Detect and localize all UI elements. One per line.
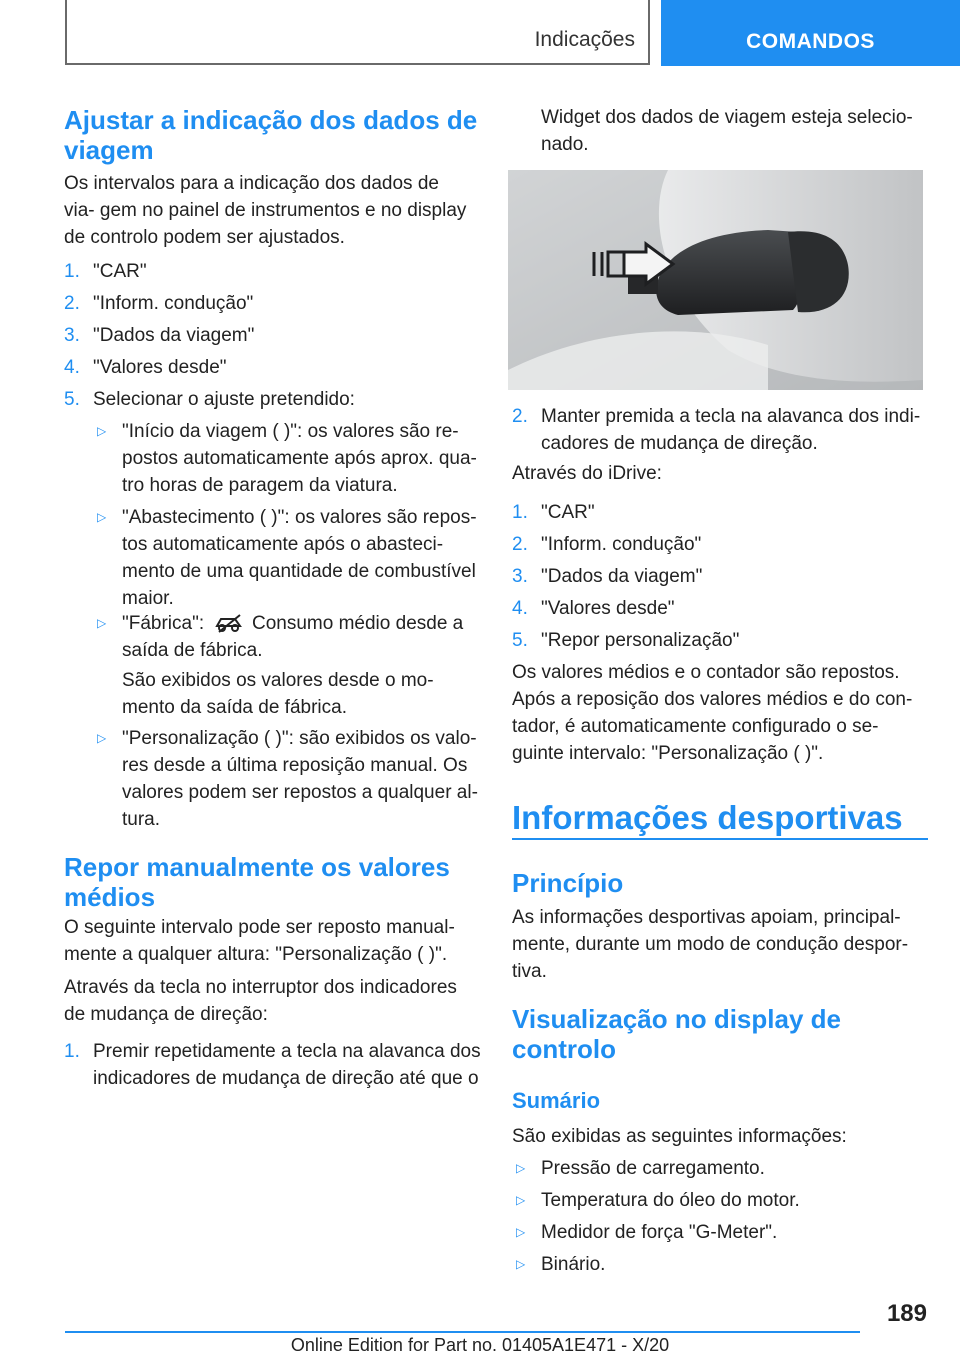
bullet-text: "Personalização ( )": são exibidos os valo- res desde a última reposição manual. Os valores podem ser repostos a qualquer al- tura. [122, 728, 478, 830]
paragraph-valores: Os valores médios e o contador são repostos. Após a reposição dos valores médios e do con- tador, é automaticamente configurado o se- guinte intervalo: "Personalização ( )". [512, 662, 913, 764]
section-rule [512, 838, 928, 840]
heading-repor-text: Repor manualmente os valores médios [64, 852, 450, 912]
bullet-subtext: São exibidos os valores desde o mo- mento da saída de fábrica. [122, 670, 434, 718]
step-number: 2. [512, 406, 528, 427]
triangle-right-icon: ▷ [97, 510, 107, 524]
factory-car-icon [214, 612, 244, 634]
step-text: "Repor personalização" [541, 630, 740, 651]
step-number: 3. [512, 566, 528, 587]
heading-ajustar-text: Ajustar a indicação dos dados de viagem [64, 105, 478, 165]
heading-sumario [512, 1088, 600, 1114]
heading-principio-text: Princípio [512, 868, 624, 898]
heading-principio [512, 868, 623, 898]
triangle-right-icon: ▷ [97, 616, 107, 630]
step-number: 4. [512, 598, 528, 619]
step-text: "CAR" [93, 261, 147, 282]
bullet-text: Medidor de força "G-Meter". [541, 1222, 778, 1243]
step-text: Premir repetidamente a tecla na alavanca dos indicadores de mudança de direção até que o [93, 1041, 481, 1089]
footer-rule [65, 1331, 860, 1333]
page-header [0, 0, 960, 66]
bullet-text: "Abastecimento ( )": os valores são repos- tos automaticamente após o abasteci- mento de uma quantidade de combustível maior. [122, 507, 477, 609]
triangle-right-icon: ▷ [516, 1161, 526, 1175]
heading-informacoes [512, 798, 928, 838]
header-rule [65, 63, 650, 65]
bullet-text: saída de fábrica. [122, 640, 263, 661]
paragraph-principio: As informações desportivas apoiam, principal- mente, durante um modo de condução despor- tiva. [512, 907, 909, 982]
triangle-right-icon: ▷ [516, 1225, 526, 1239]
step-text: "Dados da viagem" [93, 325, 255, 346]
heading-visualizacao [512, 1004, 928, 1064]
step-number: 5. [64, 389, 80, 410]
step-text: "Valores desde" [93, 357, 227, 378]
triangle-right-icon: ▷ [516, 1193, 526, 1207]
step-text: "Inform. condução" [93, 293, 254, 314]
paragraph-atraves-tecla: Através da tecla no interruptor dos indicadores de mudança de direção: [64, 977, 457, 1025]
heading-repor [64, 852, 474, 912]
triangle-right-icon: ▷ [516, 1257, 526, 1271]
turn-signal-lever-illustration [508, 170, 923, 390]
paragraph-intervalos: Os intervalos para a indicação dos dados de via- gem no painel de instrumentos e no display de controlo podem ser ajustados. [64, 173, 467, 248]
heading-visualizacao-text: Visualização no display de controlo [512, 1004, 841, 1064]
bullet-text: Consumo médio desde a [252, 613, 464, 634]
header-divider-right [648, 0, 650, 65]
header-divider-left [65, 0, 67, 65]
step-text: "Inform. condução" [541, 534, 702, 555]
step-text: "Valores desde" [541, 598, 675, 619]
heading-informacoes-text: Informações desportivas [512, 799, 903, 836]
step-number: 1. [512, 502, 528, 523]
triangle-right-icon: ▷ [97, 424, 107, 438]
paragraph-seguinte: O seguinte intervalo pode ser reposto manual- mente a qualquer altura: "Personalização ( )". [64, 917, 455, 965]
bullet-text: Binário. [541, 1254, 606, 1275]
step-number: 2. [64, 293, 80, 314]
header-chapter-tab: COMANDOS [661, 0, 960, 66]
bullet-text: "Início da viagem ( )": os valores são re- postos automaticamente após aprox. qua- tro horas de paragem da viatura. [122, 421, 477, 496]
header-section: Indicações [534, 28, 635, 51]
page-number: 189 [886, 1300, 927, 1327]
step-number: 1. [64, 1041, 80, 1062]
paragraph-sumario: São exibidas as seguintes informações: [512, 1126, 847, 1147]
heading-ajustar [64, 105, 484, 165]
heading-sumario-text: Sumário [512, 1088, 601, 1113]
paragraph-idrive: Através do iDrive: [512, 463, 662, 484]
bullet-text: "Fábrica": [122, 613, 205, 634]
bullet-text: Temperatura do óleo do motor. [541, 1190, 800, 1211]
step-number: 1. [64, 261, 80, 282]
step-number: 2. [512, 534, 528, 555]
step-text: "Dados da viagem" [541, 566, 703, 587]
step-number: 4. [64, 357, 80, 378]
step-number: 3. [64, 325, 80, 346]
step-text: "CAR" [541, 502, 595, 523]
paragraph-widget: Widget dos dados de viagem esteja selecio- nado. [541, 107, 913, 155]
bullet-text: Pressão de carregamento. [541, 1158, 765, 1179]
footer-edition: Online Edition for Part no. 01405A1E471 - X/20 [290, 1335, 670, 1355]
step-text: Selecionar o ajuste pretendido: [93, 389, 355, 410]
triangle-right-icon: ▷ [97, 731, 107, 745]
step-number: 5. [512, 630, 528, 651]
step-text: Manter premida a tecla na alavanca dos indi- cadores de mudança de direção. [541, 406, 921, 454]
